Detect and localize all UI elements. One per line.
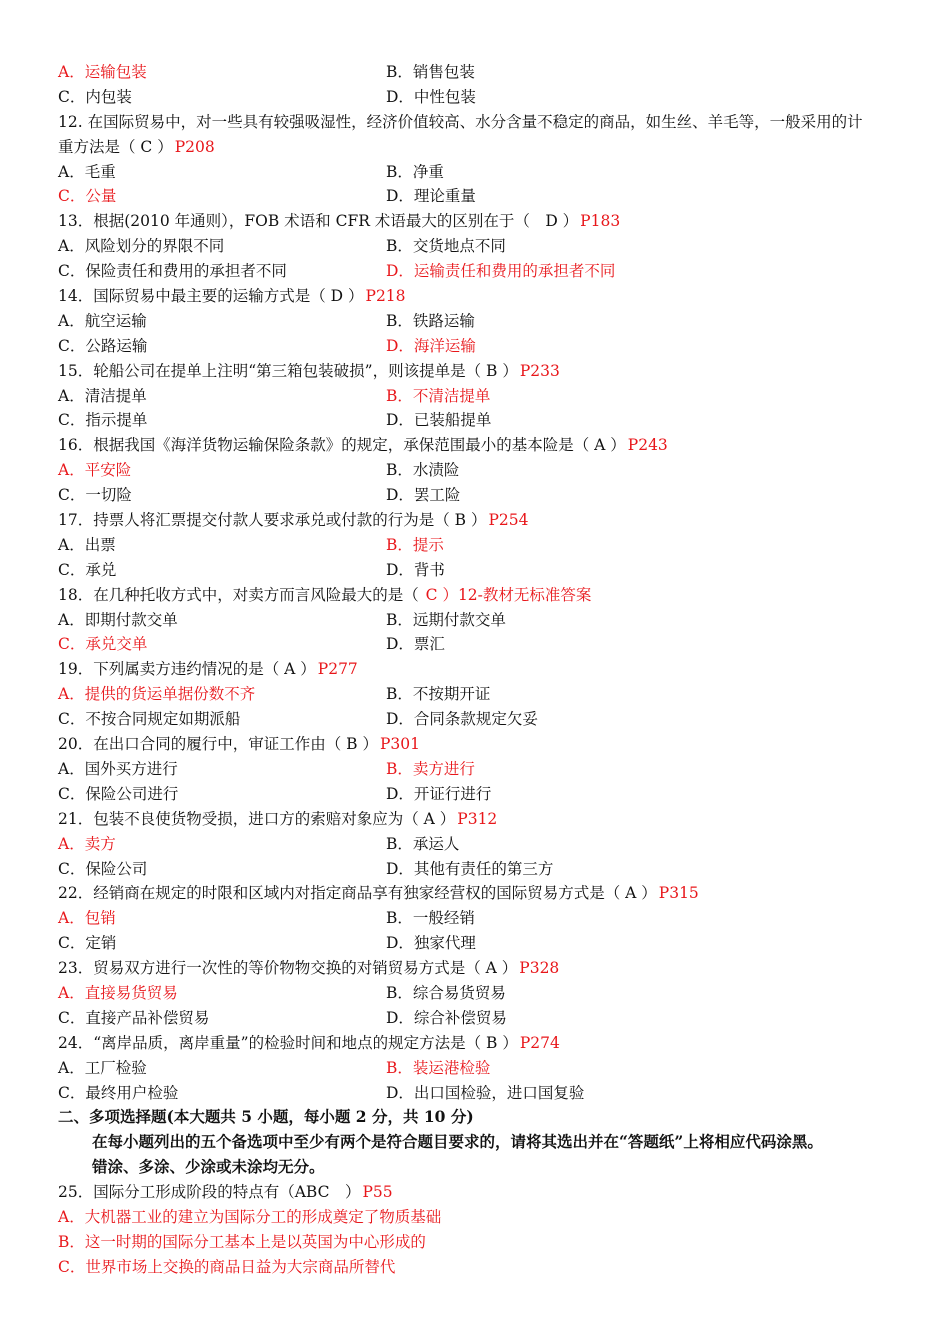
option-row (58, 184, 898, 209)
option-left: C．不按合同规定如期派船 (58, 710, 241, 729)
option-row (58, 309, 898, 334)
question-stem (58, 881, 898, 906)
page-reference: P55 (362, 1183, 393, 1202)
question-stem (58, 209, 898, 234)
page-reference: P277 (317, 660, 358, 679)
option-left: A．卖方 (58, 834, 116, 853)
option-right: D．出口国检验，进口国复验 (386, 1083, 585, 1102)
option-row (58, 160, 898, 185)
question-stem (58, 956, 898, 981)
section-instruction: 在每小题列出的五个备选项中至少有两个是符合题目要求的，请将其选出并在“答题纸”上将相应代码涂黑。 (92, 1132, 823, 1152)
option-right: D．罢工险 (386, 486, 461, 505)
question-text: 22．经销商在规定的时限和区域内对指定商品享有独家经营权的国际贸易方式是（ A ） (58, 884, 657, 903)
option-right: B．远期付款交单 (386, 610, 506, 629)
option-full-row: A．大机器工业的建立为国际分工的形成奠定了物质基础 (58, 1207, 442, 1226)
option-left: C．最终用户检验 (58, 1083, 179, 1102)
option-right: B．净重 (386, 162, 444, 181)
option-row (58, 757, 898, 782)
option-left: C．一切险 (58, 486, 132, 505)
option-left: C．直接产品补偿贸易 (58, 1008, 210, 1027)
option-left: A．直接易货贸易 (58, 983, 178, 1002)
option-right: B．销售包装 (386, 63, 475, 81)
question-stem (58, 732, 898, 757)
option-right: B．水渍险 (386, 461, 460, 480)
option-row (58, 384, 898, 409)
option-row (58, 931, 898, 956)
option-row (58, 981, 898, 1006)
option-row (58, 85, 898, 110)
question-text: 24．“离岸品质，离岸重量”的检验时间和地点的规定方法是（ B ） (58, 1033, 518, 1052)
option-right: B．承运人 (386, 834, 460, 853)
option-row (58, 1056, 898, 1081)
page-reference: P208 (174, 137, 215, 156)
option-row (58, 832, 898, 857)
option-right: D．其他有责任的第三方 (386, 859, 554, 878)
option-right: D．已装船提单 (386, 411, 492, 430)
page-reference: P243 (627, 436, 668, 455)
question-text: 12. 在国际贸易中，对一些具有较强吸湿性，经济价值较高、水分含量不稳定的商品，如生丝、羊毛等，一般采用的计 (58, 112, 863, 131)
option-right: D．运输责任和费用的承担者不同 (386, 262, 616, 281)
option-left: A．包销 (58, 909, 116, 928)
option-full-row: B．这一时期的国际分工基本上是以英国为中心形成的 (58, 1232, 426, 1251)
option-row (58, 632, 898, 657)
option-left: C．保险责任和费用的承担者不同 (58, 262, 287, 281)
option-right: B．铁路运输 (386, 311, 475, 330)
page-reference: P218 (365, 287, 406, 306)
option-right: B．不清洁提单 (386, 386, 491, 405)
option-row (58, 1081, 898, 1106)
option-left: C．承兑交单 (58, 635, 148, 654)
option-right: D．开证行进行 (386, 784, 492, 803)
option-right: D．海洋运输 (386, 336, 476, 355)
question-stem (58, 110, 898, 135)
question-text: 14．国际贸易中最主要的运输方式是（ D ） (58, 287, 364, 306)
question-text: 20．在出口合同的履行中，审证工作由（ B ） (58, 735, 378, 754)
option-row (58, 857, 898, 882)
option-row (58, 782, 898, 807)
option-right: B．不按期开证 (386, 685, 491, 704)
question-text: 19．下列属卖方违约情况的是（ A ） (58, 660, 316, 679)
option-left: C．保险公司 (58, 859, 148, 878)
option-right: B．卖方进行 (386, 759, 475, 778)
page-reference: C ）12-教材无标准答案 (420, 585, 592, 604)
option-row (58, 334, 898, 359)
option-left: A．提供的货运单据份数不齐 (58, 685, 256, 704)
question-stem (58, 1180, 898, 1205)
option-row (58, 408, 898, 433)
question-stem (58, 508, 898, 533)
question-stem (58, 359, 898, 384)
question-text: 18．在几种托收方式中，对卖方而言风险最大的是（ (58, 585, 419, 604)
question-text: 23．贸易双方进行一次性的等价物物交换的对销贸易方式是（ A ） (58, 959, 518, 978)
page-reference: P315 (658, 884, 699, 903)
question-stem (58, 284, 898, 309)
option-row (58, 483, 898, 508)
question-stem (58, 135, 898, 160)
option-left: A．出票 (58, 535, 116, 554)
option-row (58, 533, 898, 558)
exam-document (58, 60, 898, 1280)
question-text: 15．轮船公司在提单上注明“第三箱包装破损”，则该提单是（ B ） (58, 361, 518, 380)
question-text: 21．包装不良使货物受损，进口方的索赔对象应为（ A ） (58, 809, 456, 828)
option-left: A．风险划分的界限不同 (58, 237, 225, 256)
option-left: A．航空运输 (58, 311, 147, 330)
page-reference: P328 (519, 959, 560, 978)
option-row (58, 707, 898, 732)
option-left: C．内包装 (58, 87, 132, 106)
option-row (58, 906, 898, 931)
option-row (58, 259, 898, 284)
option-row (58, 558, 898, 583)
question-text: 13．根据(2010 年通则），FOB 术语和 CFR 术语最大的区别在于（ D ） (58, 212, 579, 231)
question-stem (58, 807, 898, 832)
option-right: D．合同条款规定欠妥 (386, 710, 538, 729)
question-text: 17．持票人将汇票提交付款人要求承兑或付款的行为是（ B ） (58, 511, 487, 530)
option-right: D．中性包装 (386, 87, 476, 106)
option-left: A．清洁提单 (58, 386, 147, 405)
option-left: A．运输包装 (58, 63, 147, 81)
option-left: C．承兑 (58, 560, 117, 579)
page-reference: P312 (457, 809, 498, 828)
question-stem (58, 433, 898, 458)
option-left: A．平安险 (58, 461, 132, 480)
option-left: C．保险公司进行 (58, 784, 179, 803)
option-row (58, 682, 898, 707)
option-left: A．毛重 (58, 162, 116, 181)
question-text: 25．国际分工形成阶段的特点有（ABC ） (58, 1183, 361, 1202)
option-right: D．票汇 (386, 635, 445, 654)
option-right: B．一般经销 (386, 909, 475, 928)
option-row (58, 60, 898, 85)
option-right: D．背书 (386, 560, 445, 579)
question-text: 16．根据我国《海洋货物运输保险条款》的规定，承保范围最小的基本险是（ A ） (58, 436, 626, 455)
option-right: B．综合易货贸易 (386, 983, 506, 1002)
page-reference: P274 (519, 1033, 560, 1052)
option-full-row: C．世界市场上交换的商品日益为大宗商品所替代 (58, 1257, 396, 1276)
option-row (58, 234, 898, 259)
option-right: B．装运港检验 (386, 1058, 491, 1077)
option-right: B．交货地点不同 (386, 237, 506, 256)
question-stem (58, 1031, 898, 1056)
option-left: A．工厂检验 (58, 1058, 147, 1077)
option-left: C．公量 (58, 187, 117, 206)
option-row (58, 1006, 898, 1031)
option-row (58, 608, 898, 633)
option-right: D．独家代理 (386, 934, 476, 953)
page-reference: P301 (379, 735, 420, 754)
question-stem (58, 583, 898, 608)
option-left: C．公路运输 (58, 336, 148, 355)
question-text: 重方法是（ C ） (58, 137, 173, 156)
option-left: C．定销 (58, 934, 117, 953)
page-reference: P183 (580, 212, 621, 231)
section-instruction: 错涂、多涂、少涂或未涂均无分。 (92, 1157, 325, 1177)
option-row (58, 458, 898, 483)
page-reference: P233 (519, 361, 560, 380)
option-left: A．国外买方进行 (58, 759, 178, 778)
page-reference: P254 (488, 511, 529, 530)
option-left: C．指示提单 (58, 411, 148, 430)
option-right: D．综合补偿贸易 (386, 1008, 507, 1027)
section-heading: 二、多项选择题(本大题共 5 小题，每小题 2 分，共 10 分) (58, 1107, 474, 1127)
option-right: D．理论重量 (386, 187, 476, 206)
option-right: B．提示 (386, 535, 444, 554)
question-stem (58, 657, 898, 682)
option-left: A．即期付款交单 (58, 610, 178, 629)
